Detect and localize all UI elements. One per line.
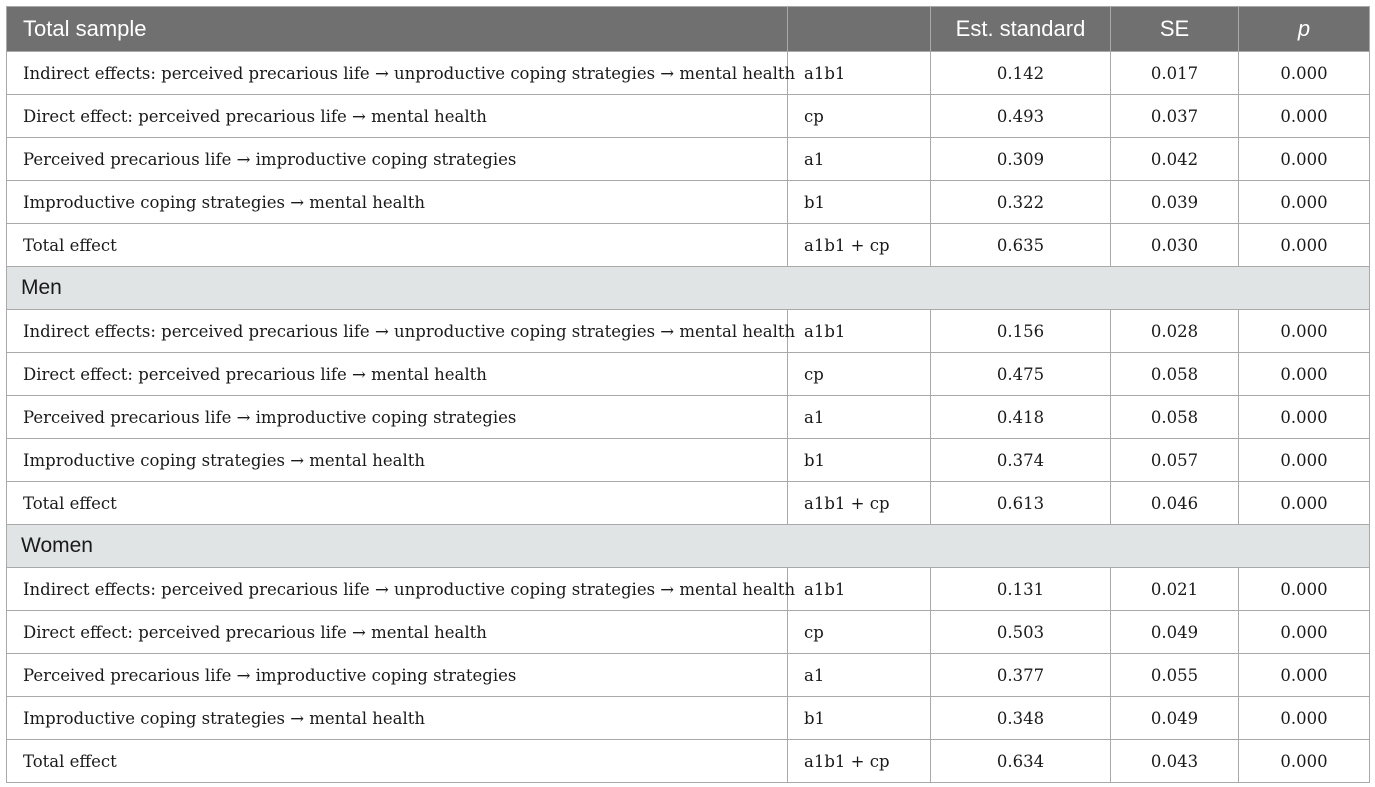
p-value: 0.000 xyxy=(1239,52,1370,95)
table-row xyxy=(7,654,1370,697)
p-value: 0.000 xyxy=(1239,568,1370,611)
effect-label: Indirect effects: perceived precarious life → unproductive coping strategies → mental health xyxy=(7,568,788,611)
table-row xyxy=(7,568,1370,611)
se-value: 0.058 xyxy=(1111,396,1239,439)
est-standard-value: 0.634 xyxy=(931,740,1111,783)
table-row xyxy=(7,95,1370,138)
effect-label: Improductive coping strategies → mental health xyxy=(7,439,788,482)
table-row xyxy=(7,697,1370,740)
p-value: 0.000 xyxy=(1239,611,1370,654)
section-title: Women xyxy=(7,525,1370,568)
effect-code: b1 xyxy=(788,181,931,224)
effect-label: Direct effect: perceived precarious life → mental health xyxy=(7,353,788,396)
p-value: 0.000 xyxy=(1239,95,1370,138)
se-value: 0.021 xyxy=(1111,568,1239,611)
header-est-standard: Est. standard xyxy=(931,7,1111,52)
se-value: 0.037 xyxy=(1111,95,1239,138)
effect-label: Improductive coping strategies → mental health xyxy=(7,181,788,224)
effect-code: cp xyxy=(788,611,931,654)
est-standard-value: 0.475 xyxy=(931,353,1111,396)
p-value: 0.000 xyxy=(1239,310,1370,353)
effect-code: b1 xyxy=(788,439,931,482)
effect-label: Total effect xyxy=(7,224,788,267)
mediation-results-table xyxy=(6,6,1370,783)
effect-code: a1 xyxy=(788,138,931,181)
se-value: 0.043 xyxy=(1111,740,1239,783)
p-value: 0.000 xyxy=(1239,482,1370,525)
p-value: 0.000 xyxy=(1239,740,1370,783)
table-row xyxy=(7,353,1370,396)
results-table-container xyxy=(6,6,1369,783)
se-value: 0.017 xyxy=(1111,52,1239,95)
section-title: Men xyxy=(7,267,1370,310)
section-header-men xyxy=(7,267,1370,310)
table-row xyxy=(7,396,1370,439)
table-row xyxy=(7,138,1370,181)
effect-label: Perceived precarious life → improductive coping strategies xyxy=(7,396,788,439)
table-header xyxy=(7,7,1370,52)
est-standard-value: 0.131 xyxy=(931,568,1111,611)
table-row xyxy=(7,52,1370,95)
effect-code: a1 xyxy=(788,654,931,697)
effect-code: a1b1 + cp xyxy=(788,482,931,525)
est-standard-value: 0.322 xyxy=(931,181,1111,224)
effect-code: a1b1 xyxy=(788,310,931,353)
est-standard-value: 0.156 xyxy=(931,310,1111,353)
table-row xyxy=(7,224,1370,267)
effect-label: Direct effect: perceived precarious life → mental health xyxy=(7,95,788,138)
est-standard-value: 0.374 xyxy=(931,439,1111,482)
table-row xyxy=(7,439,1370,482)
table-row xyxy=(7,482,1370,525)
se-value: 0.039 xyxy=(1111,181,1239,224)
effect-code: a1b1 xyxy=(788,568,931,611)
se-value: 0.049 xyxy=(1111,697,1239,740)
table-row xyxy=(7,181,1370,224)
est-standard-value: 0.418 xyxy=(931,396,1111,439)
p-value: 0.000 xyxy=(1239,654,1370,697)
effect-label: Perceived precarious life → improductive coping strategies xyxy=(7,138,788,181)
effect-label: Perceived precarious life → improductive coping strategies xyxy=(7,654,788,697)
p-value: 0.000 xyxy=(1239,138,1370,181)
p-value: 0.000 xyxy=(1239,439,1370,482)
est-standard-value: 0.377 xyxy=(931,654,1111,697)
se-value: 0.046 xyxy=(1111,482,1239,525)
se-value: 0.049 xyxy=(1111,611,1239,654)
effect-code: cp xyxy=(788,95,931,138)
se-value: 0.057 xyxy=(1111,439,1239,482)
est-standard-value: 0.309 xyxy=(931,138,1111,181)
p-value: 0.000 xyxy=(1239,697,1370,740)
se-value: 0.030 xyxy=(1111,224,1239,267)
effect-label: Improductive coping strategies → mental health xyxy=(7,697,788,740)
se-value: 0.055 xyxy=(1111,654,1239,697)
effect-label: Indirect effects: perceived precarious life → unproductive coping strategies → mental health xyxy=(7,310,788,353)
est-standard-value: 0.635 xyxy=(931,224,1111,267)
header-se: SE xyxy=(1111,7,1239,52)
effect-code: b1 xyxy=(788,697,931,740)
section-header-women xyxy=(7,525,1370,568)
effect-label: Total effect xyxy=(7,482,788,525)
effect-code: a1 xyxy=(788,396,931,439)
table-row xyxy=(7,740,1370,783)
est-standard-value: 0.142 xyxy=(931,52,1111,95)
p-value: 0.000 xyxy=(1239,353,1370,396)
effect-code: a1b1 + cp xyxy=(788,740,931,783)
effect-code: cp xyxy=(788,353,931,396)
header-row xyxy=(7,7,1370,52)
est-standard-value: 0.493 xyxy=(931,95,1111,138)
p-value: 0.000 xyxy=(1239,181,1370,224)
se-value: 0.058 xyxy=(1111,353,1239,396)
effect-label: Indirect effects: perceived precarious life → unproductive coping strategies → mental health xyxy=(7,52,788,95)
table-body xyxy=(7,52,1370,783)
est-standard-value: 0.613 xyxy=(931,482,1111,525)
effect-label: Direct effect: perceived precarious life → mental health xyxy=(7,611,788,654)
p-value: 0.000 xyxy=(1239,396,1370,439)
table-row xyxy=(7,310,1370,353)
effect-label: Total effect xyxy=(7,740,788,783)
est-standard-value: 0.348 xyxy=(931,697,1111,740)
effect-code: a1b1 + cp xyxy=(788,224,931,267)
header-code xyxy=(788,7,931,52)
table-row xyxy=(7,611,1370,654)
se-value: 0.028 xyxy=(1111,310,1239,353)
est-standard-value: 0.503 xyxy=(931,611,1111,654)
header-p: p xyxy=(1239,7,1370,52)
se-value: 0.042 xyxy=(1111,138,1239,181)
header-total-sample: Total sample xyxy=(7,7,788,52)
p-value: 0.000 xyxy=(1239,224,1370,267)
effect-code: a1b1 xyxy=(788,52,931,95)
